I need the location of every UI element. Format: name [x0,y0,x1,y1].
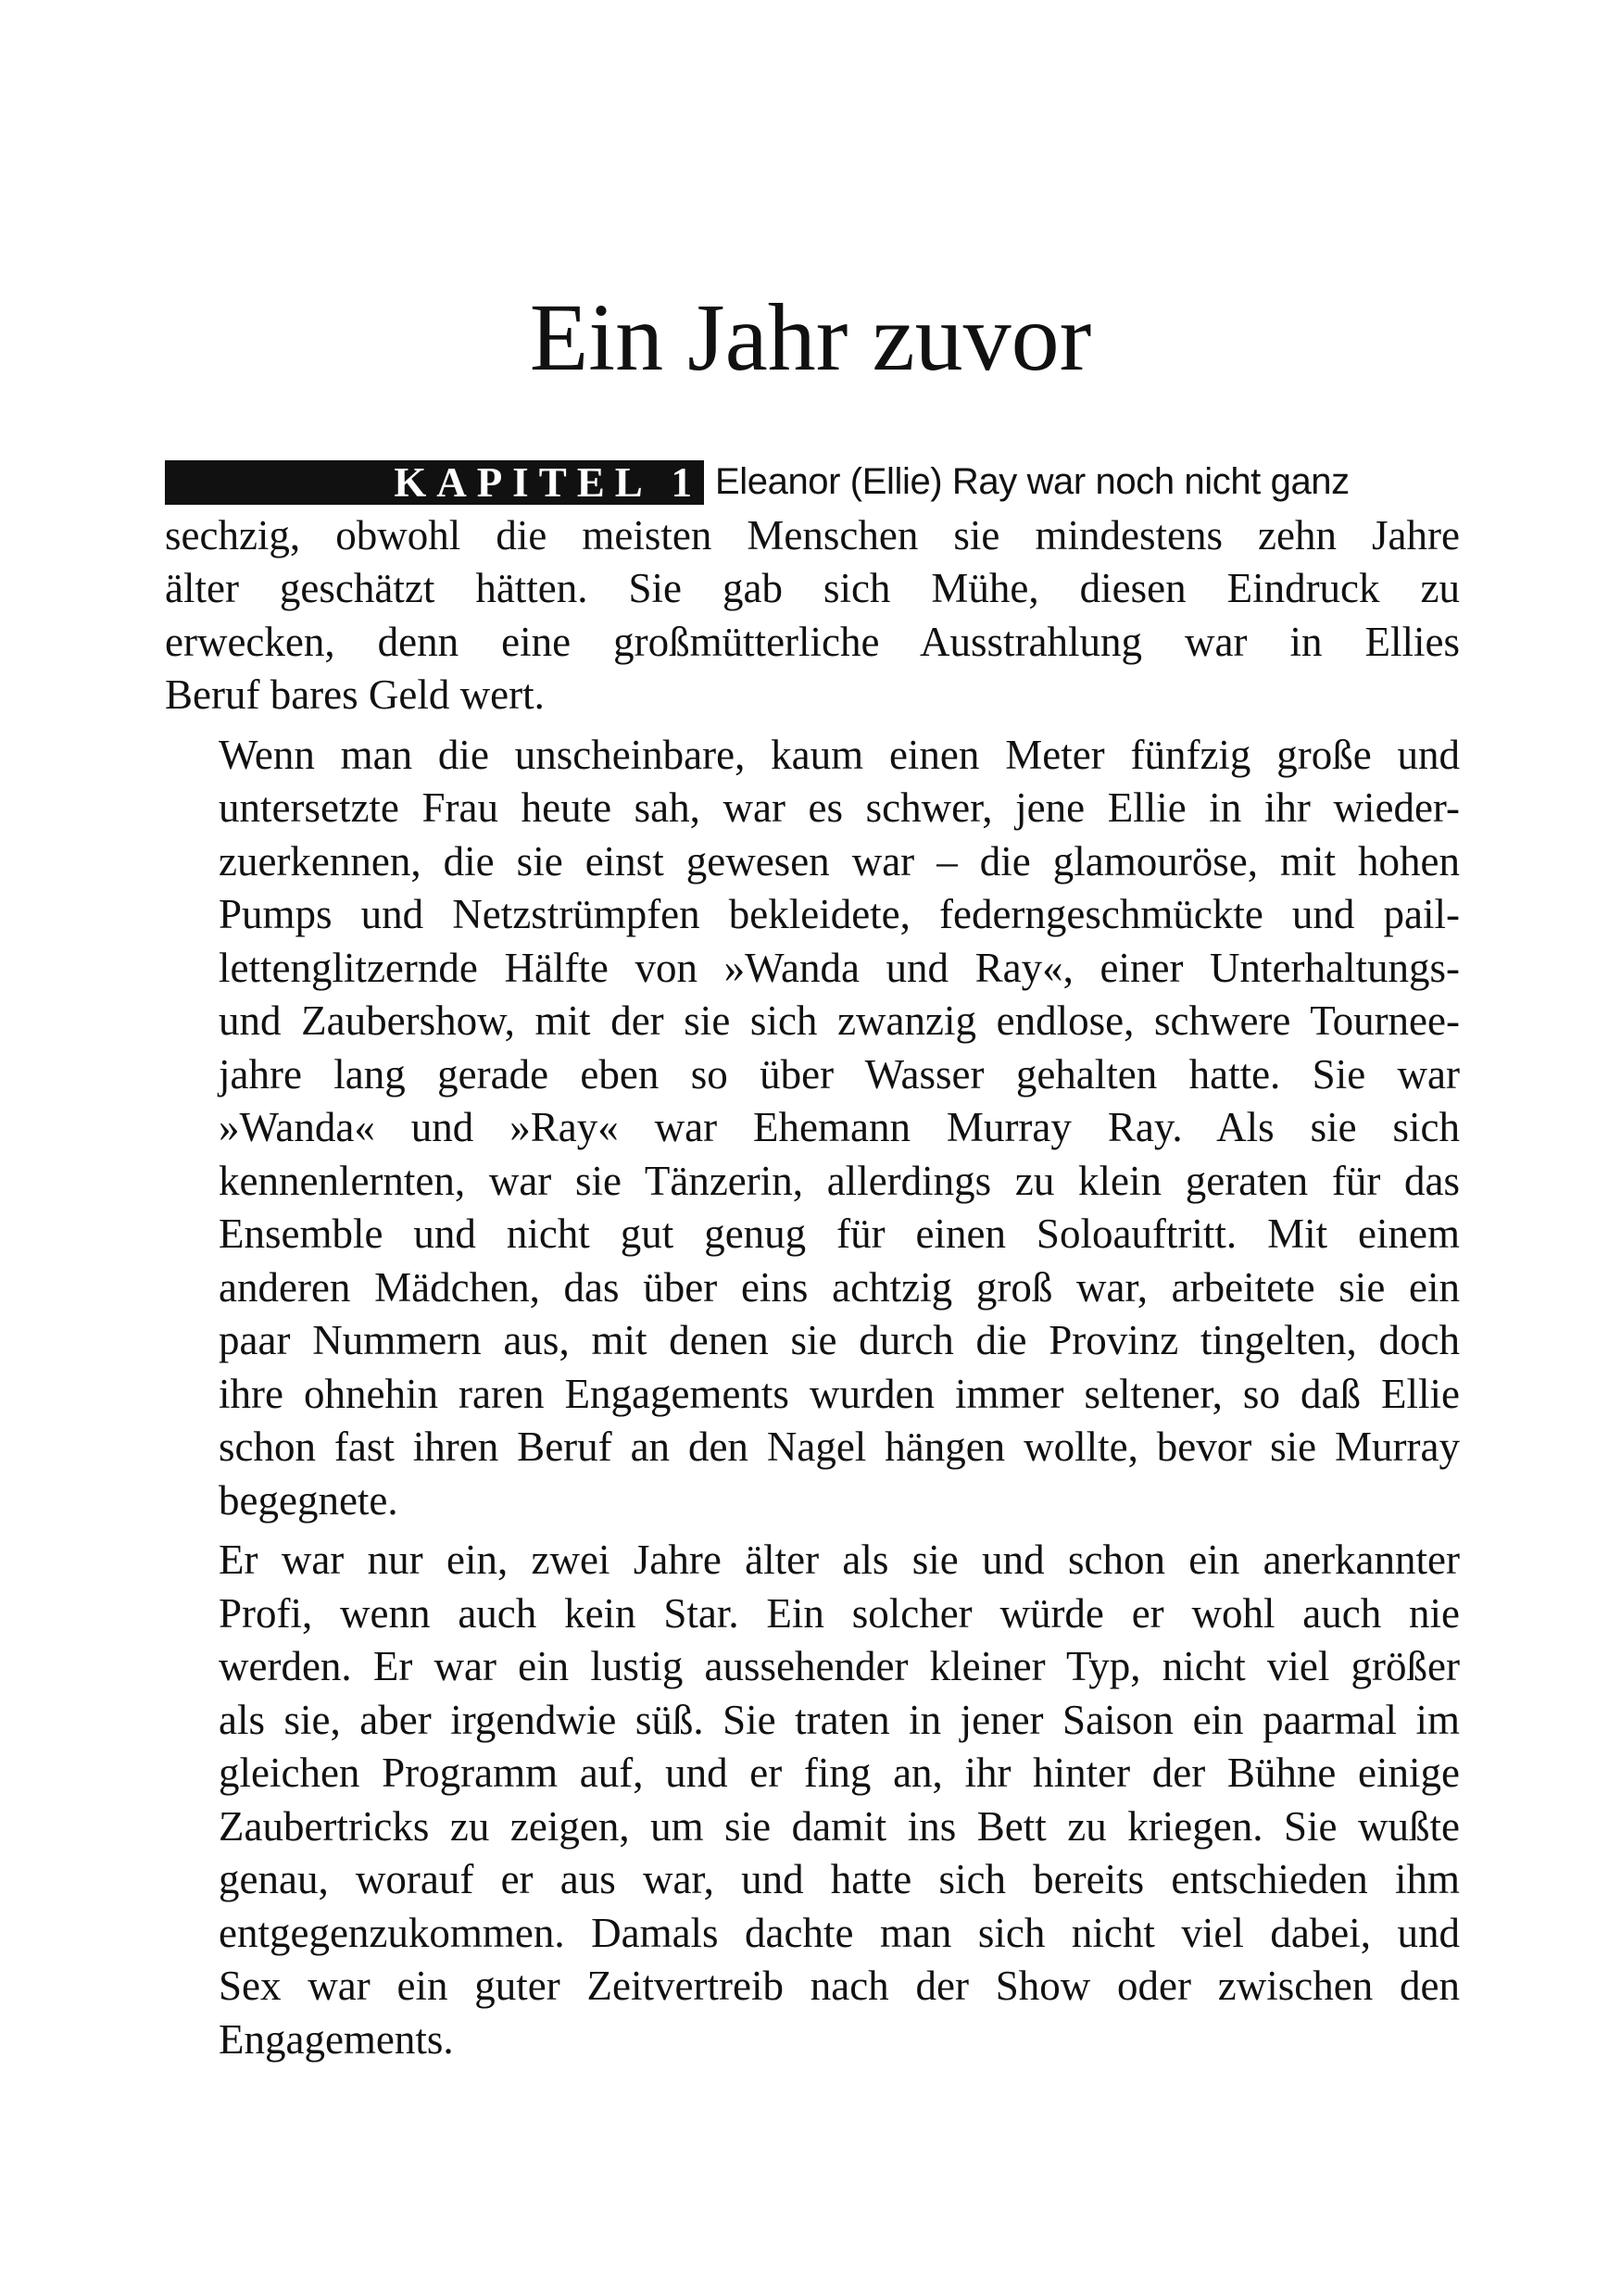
chapter-heading: Ein Jahr zuvor [529,284,1092,391]
text-line: kennenlernten, war sie Tänzerin, allerdings zu klein geraten für das [219,1157,1460,1204]
text-line: zuerkennen, die sie einst gewesen war – die glamouröse, mit hohen [219,837,1460,885]
chapter-body [165,456,1460,2066]
text-line: paar Nummern aus, mit denen sie durch die Provinz tingelten, doch [219,1317,1460,1363]
text-line: Zaubertricks zu zeigen, um sie damit ins Bett zu kriegen. Sie wußte [219,1802,1460,1850]
text-line: jahre lang gerade eben so über Wasser gehalten hatte. Sie war [219,1050,1460,1098]
text-line: entgegenzukommen. Damals dachte man sich nicht viel dabei, und [219,1909,1460,1956]
text-line: begegnete. [219,1476,398,1524]
text-line: gleichen Programm auf, und er fing an, ihr hinter der Bühne einige [219,1750,1460,1796]
text-line: als sie, aber irgendwie süß. Sie traten in jener Saison ein paarmal im [219,1696,1460,1743]
text-line: Wenn man die unscheinbare, kaum einen Meter fünfzig große und [219,731,1460,778]
text-line: untersetzte Frau heute sah, war es schwer, jene Ellie in ihr wieder- [219,784,1460,831]
text-line: Sex war ein guter Zeitvertreib nach der Show oder zwischen den [219,1963,1460,2009]
paragraph-list [165,509,1460,2067]
text-line: werden. Er war ein lustig aussehender kleiner Typ, nicht viel größer [219,1643,1460,1689]
paragraph [165,1534,1460,2066]
text-line: Ensemble und nicht gut genug für einen Soloauftritt. Mit einem [219,1211,1460,1257]
text-line: anderen Mädchen, das über eins achtzig groß war, arbeitete sie ein [219,1263,1460,1311]
text-line: Pumps und Netzstrümpfen bekleidete, federngeschmückte und pail- [219,891,1460,937]
text-line: »Wanda« und »Ray« war Ehemann Murray Ray. Als sie sich [219,1104,1460,1150]
text-line: schon fast ihren Beruf an den Nagel hängen wollte, bevor sie Murray [219,1424,1460,1470]
text-line: sechzig, obwohl die meisten Menschen sie mindestens zehn Jahre [165,511,1460,558]
text-line: Beruf bares Geld wert. [165,671,545,718]
paragraph [165,509,1460,722]
text-line: Er war nur ein, zwei Jahre älter als sie und schon ein anerkannter [219,1537,1460,1583]
chapter-opening-line [165,456,1460,509]
text-line: ihre ohnehin raren Engagements wurden immer seltener, so daß Ellie [219,1370,1460,1417]
text-line: Engagements. [219,2015,454,2063]
text-line: Profi, wenn auch kein Star. Ein solcher würde er wohl auch nie [219,1589,1460,1637]
text-line: älter geschätzt hätten. Sie gab sich Mühe, diesen Eindruck zu [165,565,1460,611]
text-line: und Zaubershow, mit der sie sich zwanzig endlose, schwere Tournee- [219,997,1460,1044]
text-line: erwecken, denn eine großmütterliche Ausstrahlung war in Ellies [165,618,1460,665]
text-line: genau, worauf er aus war, und hatte sich bereits entschieden ihm [219,1856,1460,1902]
paragraph [165,729,1460,1528]
chapter-label: KAPITEL 1 [165,460,704,505]
text-line: lettenglitzernde Hälfte von »Wanda und Ray«, einer Unterhaltungs- [219,944,1460,991]
chapter-first-line: Eleanor (Ellie) Ray war noch nicht ganz [715,461,1350,502]
